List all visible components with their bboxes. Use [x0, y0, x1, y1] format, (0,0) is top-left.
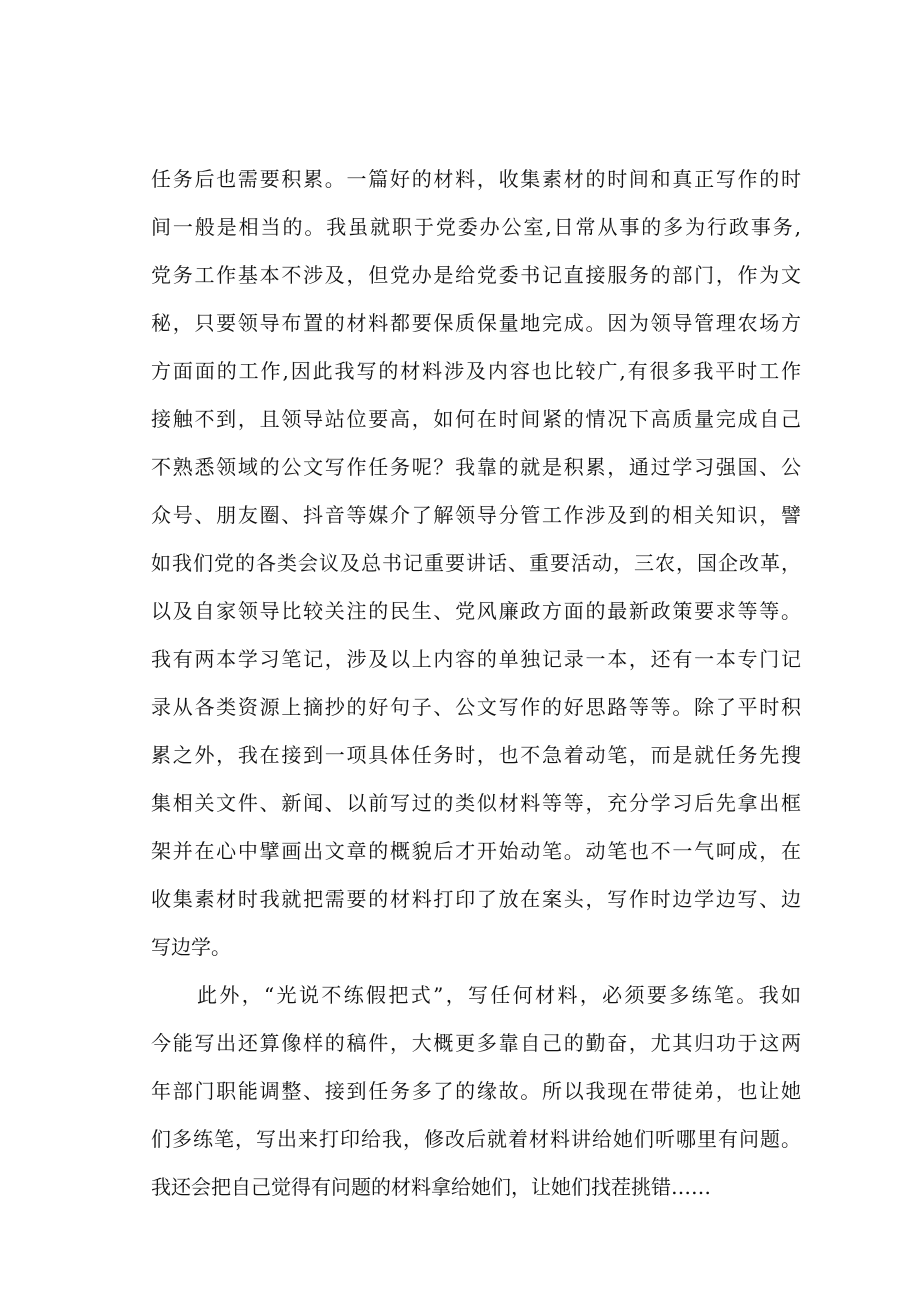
text-line: 们多练笔，写出来打印给我，修改后就着材料讲给她们听哪里有问题。 — [151, 1127, 801, 1151]
text-line-last: 我还会把自己觉得有问题的材料拿给她们，让她们找茬挑错…… — [151, 1175, 711, 1199]
text-line-last: 写边学。 — [151, 935, 231, 959]
text-line-first: 此外，“光说不练假把式”，写任何材料，必须要多练笔。我如 — [197, 983, 801, 1007]
text-line: 不熟悉领域的公文写作任务呢？我靠的就是积累，通过学习强国、公 — [151, 455, 801, 479]
text-line: 今能写出还算像样的稿件，大概更多靠自己的勤奋，尤其归功于这两 — [151, 1031, 801, 1055]
text-line: 收集素材时我就把需要的材料打印了放在案头，写作时边学边写、边 — [151, 887, 801, 911]
text-line: 间一般是相当的。我虽就职于党委办公室,日常从事的多为行政事务, — [151, 215, 801, 239]
text-line: 方面面的工作,因此我写的材料涉及内容也比较广,有很多我平时工作 — [151, 359, 801, 383]
text-line: 架并在心中擘画出文章的概貌后才开始动笔。动笔也不一气呵成，在 — [151, 839, 801, 863]
paragraph-2 — [151, 971, 801, 1211]
text-line: 年部门职能调整、接到任务多了的缘故。所以我现在带徒弟，也让她 — [151, 1079, 801, 1103]
text-line: 集相关文件、新闻、以前写过的类似材料等等，充分学习后先拿出框 — [151, 791, 801, 815]
text-line: 如我们党的各类会议及总书记重要讲话、重要活动，三农，国企改革， — [151, 551, 801, 575]
text-line: 以及自家领导比较关注的民生、党风廉政方面的最新政策要求等等。 — [151, 599, 801, 623]
paragraph-1 — [151, 155, 801, 971]
text-line: 党务工作基本不涉及，但党办是给党委书记直接服务的部门，作为文 — [151, 263, 801, 287]
text-line: 录从各类资源上摘抄的好句子、公文写作的好思路等等。除了平时积 — [151, 695, 801, 719]
text-line: 接触不到，且领导站位要高，如何在时间紧的情况下高质量完成自己 — [151, 407, 801, 431]
text-line: 秘，只要领导布置的材料都要保质保量地完成。因为领导管理农场方 — [151, 311, 801, 335]
text-line: 众号、朋友圈、抖音等媒介了解领导分管工作涉及到的相关知识，譬 — [151, 503, 801, 527]
text-line: 累之外，我在接到一项具体任务时，也不急着动笔，而是就任务先搜 — [151, 743, 801, 767]
text-line: 任务后也需要积累。一篇好的材料，收集素材的时间和真正写作的时 — [151, 167, 801, 191]
document-body — [151, 155, 801, 1211]
text-line: 我有两本学习笔记，涉及以上内容的单独记录一本，还有一本专门记 — [151, 647, 801, 671]
